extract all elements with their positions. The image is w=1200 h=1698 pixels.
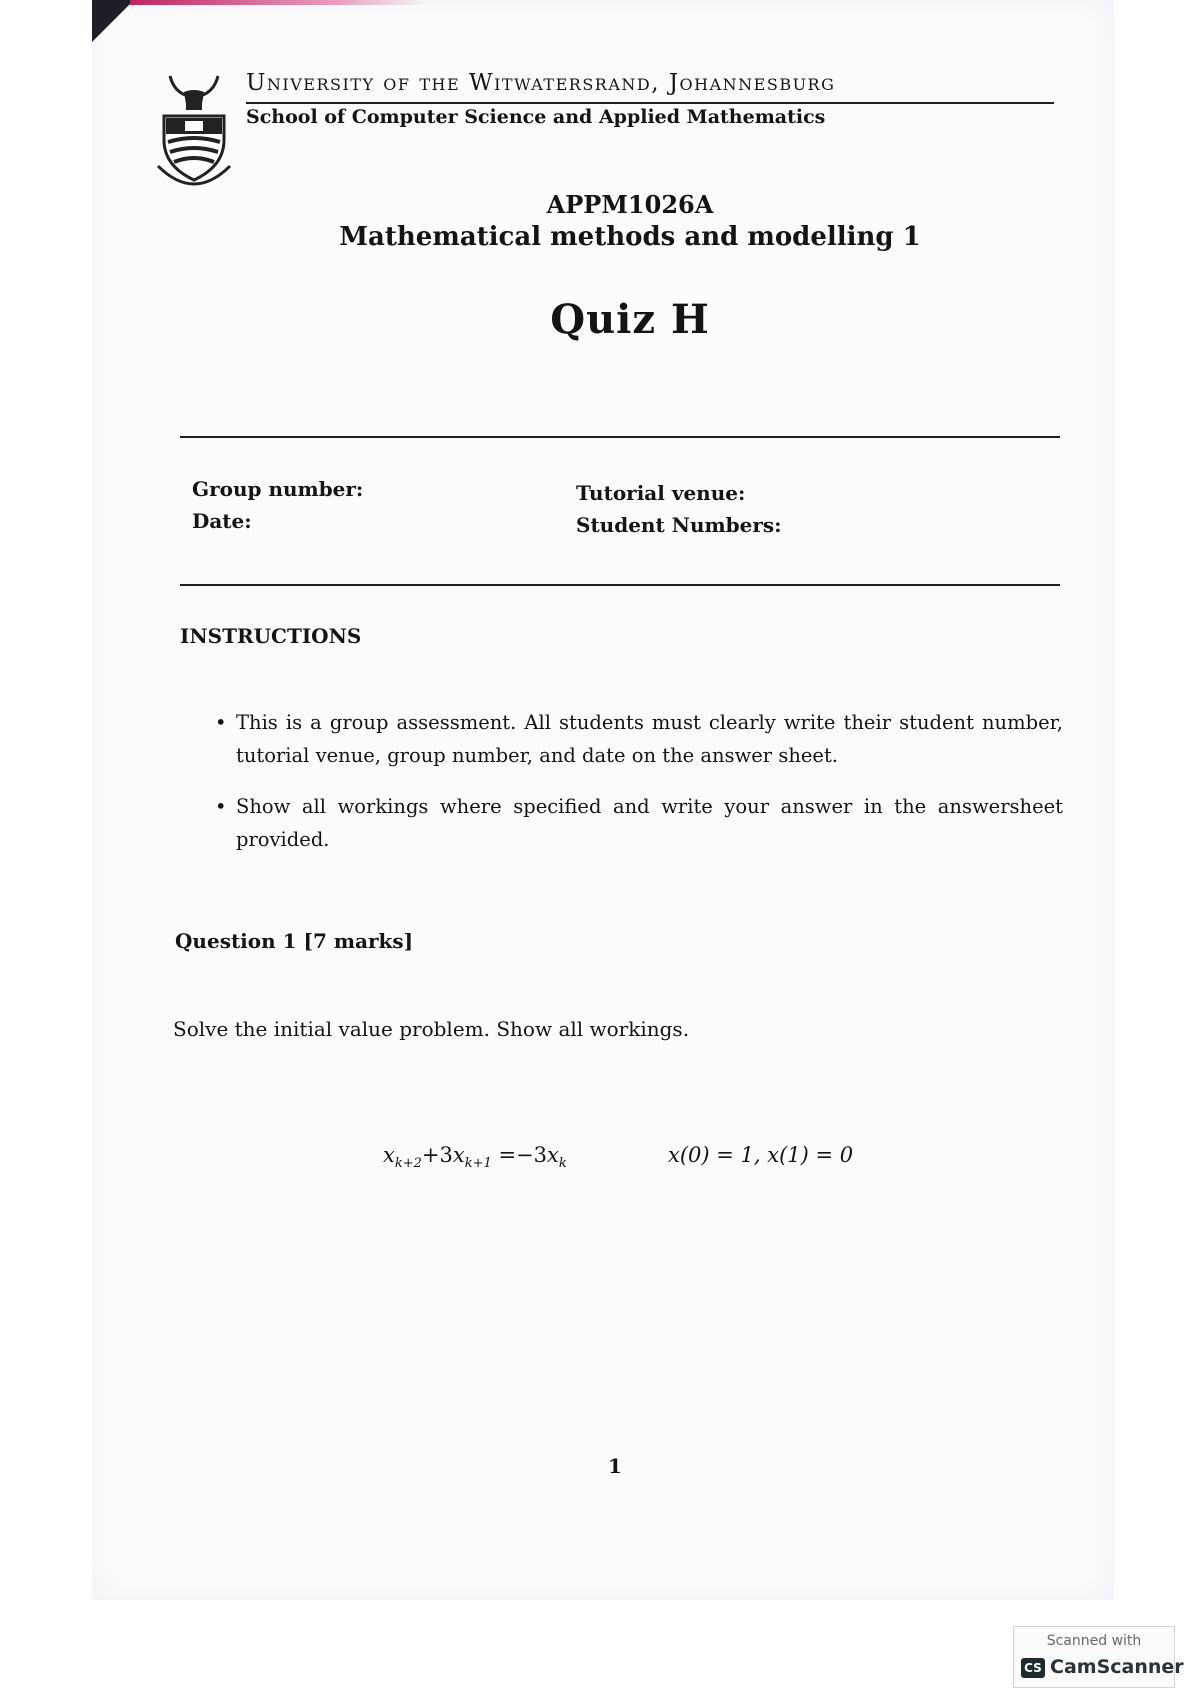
university-name: University of the Witwatersrand, Johannesburg bbox=[246, 70, 836, 96]
details-bottom-rule bbox=[180, 584, 1060, 586]
equation-subscript: k+2 bbox=[394, 1156, 422, 1172]
camscanner-logo-icon: CS bbox=[1021, 1658, 1045, 1678]
instructions-heading: INSTRUCTIONS bbox=[180, 624, 362, 648]
course-code: APPM1026A bbox=[546, 190, 714, 219]
equation-operator: =−3 bbox=[498, 1143, 547, 1167]
question-1-text: Solve the initial value problem. Show all workings. bbox=[173, 1017, 690, 1041]
equation-variable: x bbox=[452, 1143, 465, 1167]
group-number-label: Group number: bbox=[192, 477, 364, 501]
course-title: Mathematical methods and modelling 1 bbox=[339, 222, 921, 252]
student-numbers-label: Student Numbers: bbox=[576, 513, 782, 537]
equation-variable: x bbox=[383, 1143, 395, 1167]
university-crest-icon bbox=[156, 70, 232, 188]
instruction-item: • Show all workings where specified and write your answer in the answersheet provided. bbox=[215, 790, 1063, 856]
initial-conditions: x(0) = 1, x(1) = 0 bbox=[668, 1143, 854, 1167]
equation-subscript: k+1 bbox=[464, 1156, 492, 1172]
equation-variable: x bbox=[547, 1143, 559, 1167]
recurrence-equation bbox=[383, 1143, 567, 1171]
tutorial-venue-label: Tutorial venue: bbox=[576, 481, 746, 505]
details-top-rule bbox=[180, 436, 1060, 438]
page-number: 1 bbox=[608, 1454, 622, 1478]
question-1-heading: Question 1 [7 marks] bbox=[175, 929, 414, 953]
instructions-list bbox=[215, 706, 1063, 874]
school-name: School of Computer Science and Applied Mathematics bbox=[246, 106, 826, 128]
scanner-caption: Scanned with bbox=[1046, 1633, 1142, 1649]
scan-edge-stripe bbox=[130, 0, 430, 5]
instruction-item: • This is a group assessment. All students must clearly write their student number, tutorial venue, group number, and date on the answer sheet. bbox=[215, 706, 1063, 772]
quiz-title: Quiz H bbox=[550, 296, 710, 343]
scan-corner-mark bbox=[92, 0, 134, 42]
scanner-watermark bbox=[1013, 1626, 1184, 1688]
date-label: Date: bbox=[192, 509, 252, 533]
equation-subscript: k bbox=[558, 1156, 567, 1172]
equation-operator: +3 bbox=[421, 1143, 453, 1167]
header-rule bbox=[246, 102, 1054, 104]
scanner-brand: CamScanner bbox=[1050, 1656, 1184, 1678]
